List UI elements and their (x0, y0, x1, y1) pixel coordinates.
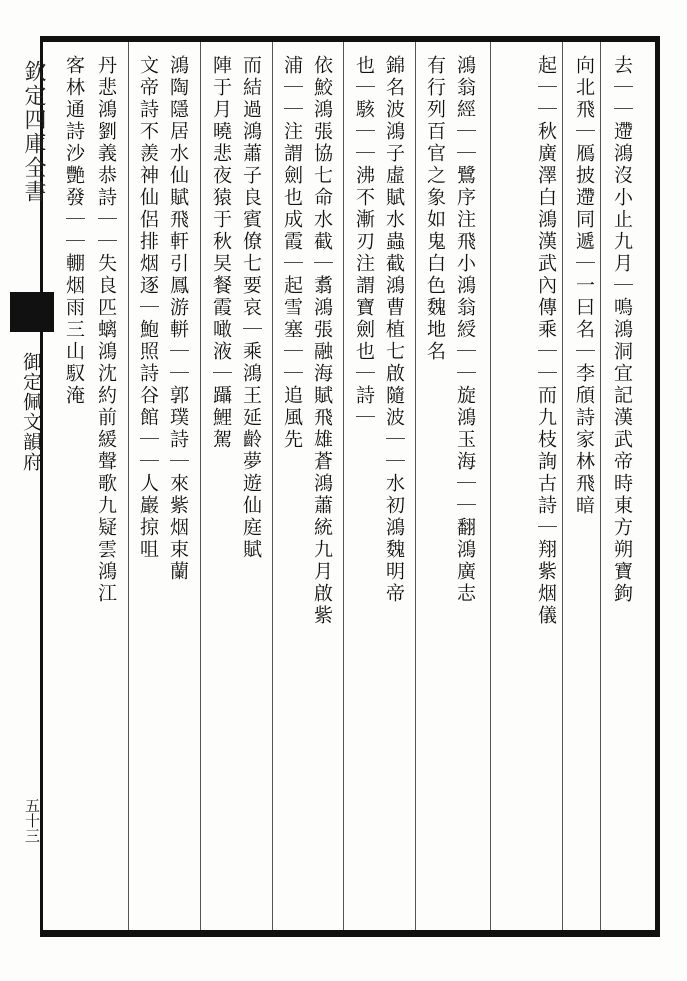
column-divider (200, 42, 201, 930)
text-column-2: 向北飛｜鴈披遰同遞｜一曰名｜李頎詩家林飛暗 (573, 55, 595, 517)
text-column-1: 去｜｜遰鴻沒小止九月｜鳴鴻洞宜記漢武帝時東方朔寶鉤 (611, 55, 633, 605)
frame-bottom-border (40, 930, 660, 937)
column-divider (490, 42, 491, 930)
frame-right-border (655, 36, 660, 937)
text-column-9: 浦｜｜注謂劍也成霞｜起雪塞｜｜追風先 (281, 55, 303, 451)
text-column-8: 依鮫鴻張協七命水截｜翥鴻張融海賦飛雄蒼鴻蕭統九月啟紫 (311, 55, 333, 627)
fish-tail-band (10, 292, 54, 332)
text-column-4: 鴻翁經｜｜鷺序注飛小鴻翁綬｜｜旋鴻玉海｜｜翻鴻廣志 (454, 55, 476, 605)
text-column-11: 陣于月曉悲夜猿于秋旲餐霞噉液｜躡鯉駕 (210, 55, 232, 451)
text-column-5: 有行列百官之象如鬼白色魏地名 (424, 55, 446, 363)
fold-margin-column (10, 42, 46, 930)
text-column-3: 起｜｜秋廣澤白鴻漢武內傳乘｜｜而九枝詢古詩｜翔紫烟儀 (535, 55, 557, 627)
text-column-6: 錦名波鴻子虛賦水蟲截鴻曹植七啟隨波｜｜水初鴻魏明帝 (383, 55, 405, 605)
text-column-14: 丹悲鴻劉義恭詩｜｜失良匹螭鴻沈約前緩聲歌九疑雲鴻江 (95, 55, 117, 605)
page-number: 五十三 (23, 798, 41, 843)
text-column-15: 客林通詩沙艷發｜｜輣烟雨三山馭淹 (63, 55, 85, 407)
text-column-10: 而結過鴻蕭子良賓僚七要哀｜乘鴻王延齡夢遊仙庭賦 (240, 55, 262, 561)
column-divider (128, 42, 129, 930)
text-column-13: 文帝詩不羨神仙侶排烟逐｜鮑照詩谷館｜｜人巖掠咀 (137, 55, 159, 561)
column-divider (343, 42, 344, 930)
column-divider (272, 42, 273, 930)
margin-header: 欽定四庫全書 (21, 60, 46, 204)
column-divider (562, 42, 563, 930)
text-column-12: 鴻陶隱居水仙賦飛軒引鳳游軿｜｜郭璞詩｜來紫烟束蘭 (167, 55, 189, 583)
margin-book-title: 御定佩文韻府 (20, 352, 42, 472)
column-divider (600, 42, 601, 930)
text-column-7: 也｜駭｜｜沸不漸刃注謂寶劍也｜詩｜ (353, 55, 375, 429)
column-divider (415, 42, 416, 930)
frame-top-border (40, 36, 660, 42)
